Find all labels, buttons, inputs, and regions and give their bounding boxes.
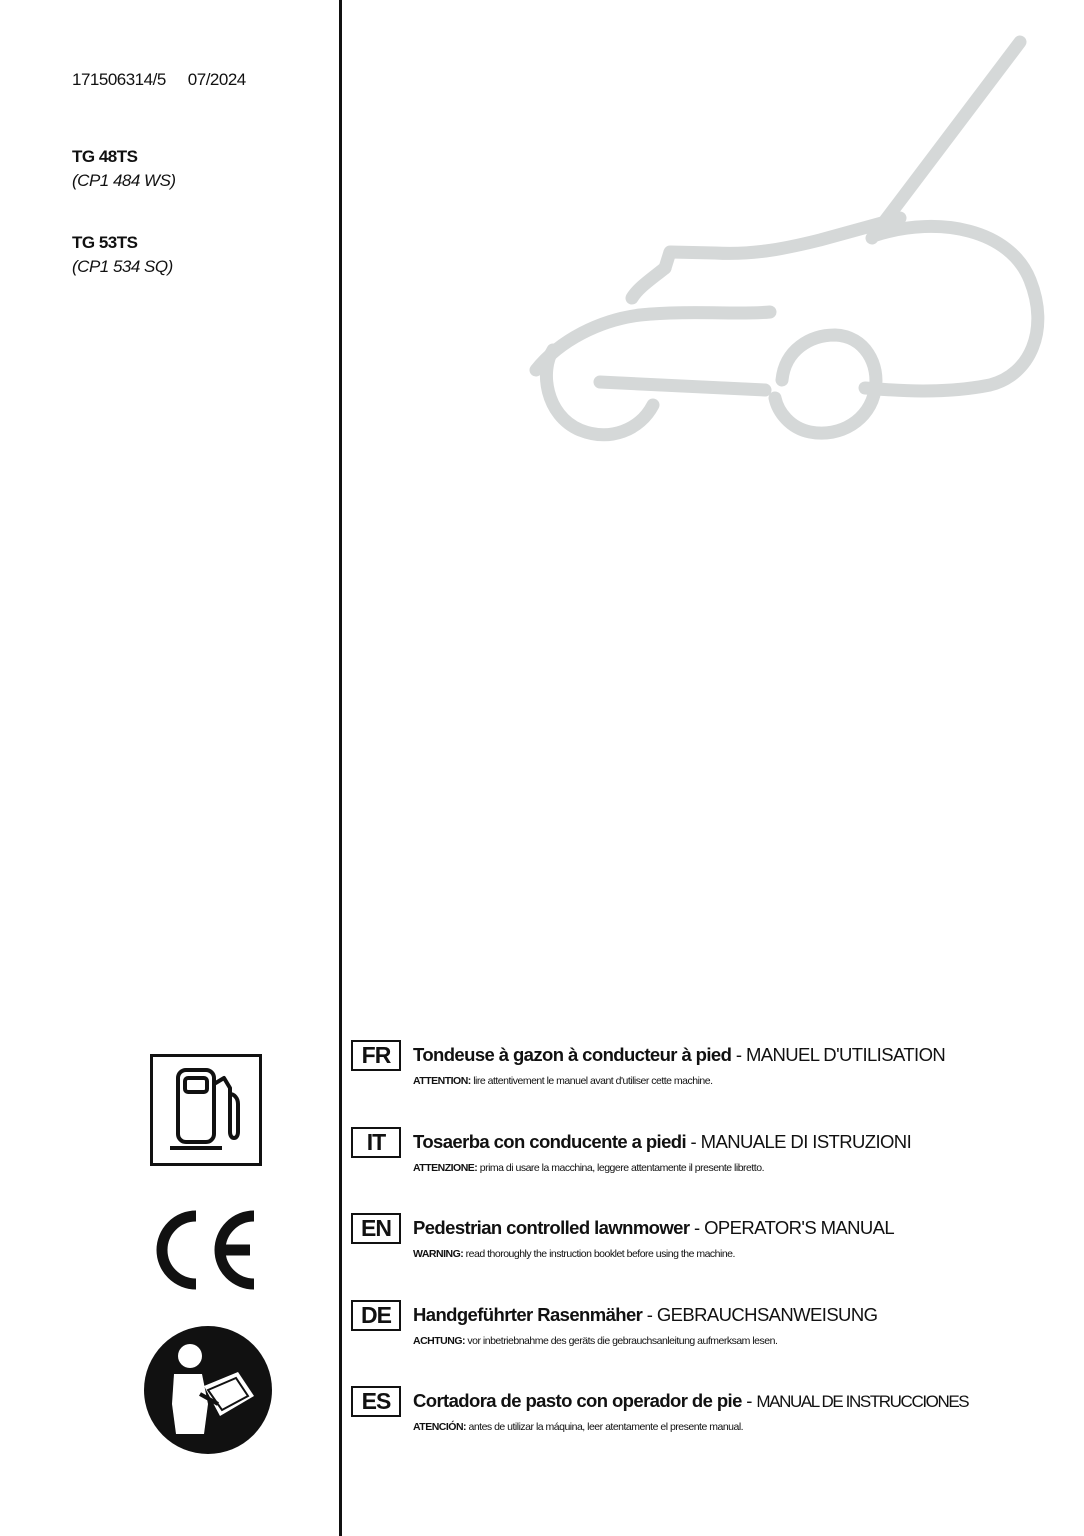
model-entry xyxy=(72,231,173,279)
model-code: (CP1 484 WS) xyxy=(72,171,176,190)
title-separator: - xyxy=(642,1304,657,1325)
model-name: TG 53TS xyxy=(72,233,138,252)
warning-body: prima di usare la macchina, leggere attentamente il presente libretto. xyxy=(477,1162,764,1174)
language-section-en xyxy=(351,1211,1051,1260)
manual-type: MANUEL D'UTILISATION xyxy=(745,1044,946,1065)
vertical-divider xyxy=(339,0,342,1536)
product-name: Handgeführter Rasenmäher xyxy=(413,1304,643,1325)
manual-type: OPERATOR'S MANUAL xyxy=(704,1217,895,1238)
warning-label: ATTENTION: xyxy=(413,1075,471,1087)
language-section-it xyxy=(351,1125,1051,1174)
title-separator: - xyxy=(689,1217,705,1238)
product-name: Cortadora de pasto con operador de pie xyxy=(413,1390,742,1411)
manual-type: MANUAL DE INSTRUCCIONES xyxy=(756,1392,969,1411)
warning-text xyxy=(413,1162,1051,1174)
product-name: Pedestrian controlled lawnmower xyxy=(413,1217,690,1238)
warning-text xyxy=(413,1248,1051,1260)
language-section-es xyxy=(351,1384,1051,1433)
warning-text xyxy=(413,1421,1051,1433)
warning-body: antes de utilizar la máquina, leer atentamente el presente manual. xyxy=(466,1421,744,1433)
language-code: EN xyxy=(351,1213,401,1244)
title-separator: - xyxy=(741,1390,757,1411)
language-section-fr xyxy=(351,1038,1051,1087)
product-name: Tosaerba con conducente a piedi xyxy=(413,1131,687,1152)
language-code: FR xyxy=(351,1040,401,1071)
ce-mark-icon xyxy=(150,1208,260,1292)
document-code xyxy=(72,70,246,90)
title-separator: - xyxy=(686,1131,701,1152)
manual-title xyxy=(413,1304,877,1326)
warning-body: vor inbetriebnahme des geräts die gebrauchsanleitung aufmerksam lesen. xyxy=(465,1335,778,1347)
warning-label: WARNING: xyxy=(413,1248,464,1260)
language-section-de xyxy=(351,1298,1051,1347)
product-name: Tondeuse à gazon à conducteur à pied xyxy=(413,1044,732,1065)
warning-label: ATTENZIONE: xyxy=(413,1162,478,1174)
model-name: TG 48TS xyxy=(72,147,138,166)
warning-label: ACHTUNG: xyxy=(413,1335,465,1347)
model-code: (CP1 534 SQ) xyxy=(72,257,173,276)
lawnmower-illustration xyxy=(520,30,1060,450)
warning-text xyxy=(413,1075,1051,1087)
title-separator: - xyxy=(731,1044,746,1065)
manual-type: GEBRAUCHSANWEISUNG xyxy=(656,1304,878,1325)
manual-title xyxy=(413,1044,945,1066)
warning-label: ATENCIÓN: xyxy=(413,1421,467,1433)
manual-type: MANUALE DI ISTRUZIONI xyxy=(700,1131,912,1152)
read-manual-icon xyxy=(142,1324,274,1456)
warning-body: lire attentivement le manuel avant d'utiliser cette machine. xyxy=(470,1075,713,1087)
document-number: 171506314/5 xyxy=(72,70,166,89)
warning-body: read thoroughly the instruction booklet before using the machine. xyxy=(463,1248,735,1260)
model-entry xyxy=(72,145,176,193)
language-code: DE xyxy=(351,1300,401,1331)
fuel-pump-icon xyxy=(150,1054,262,1166)
language-code: IT xyxy=(351,1127,401,1158)
language-code: ES xyxy=(351,1386,401,1417)
document-date: 07/2024 xyxy=(187,70,246,89)
manual-title xyxy=(413,1217,894,1239)
manual-title xyxy=(413,1131,911,1153)
warning-text xyxy=(413,1335,1051,1347)
manual-title xyxy=(413,1390,968,1412)
